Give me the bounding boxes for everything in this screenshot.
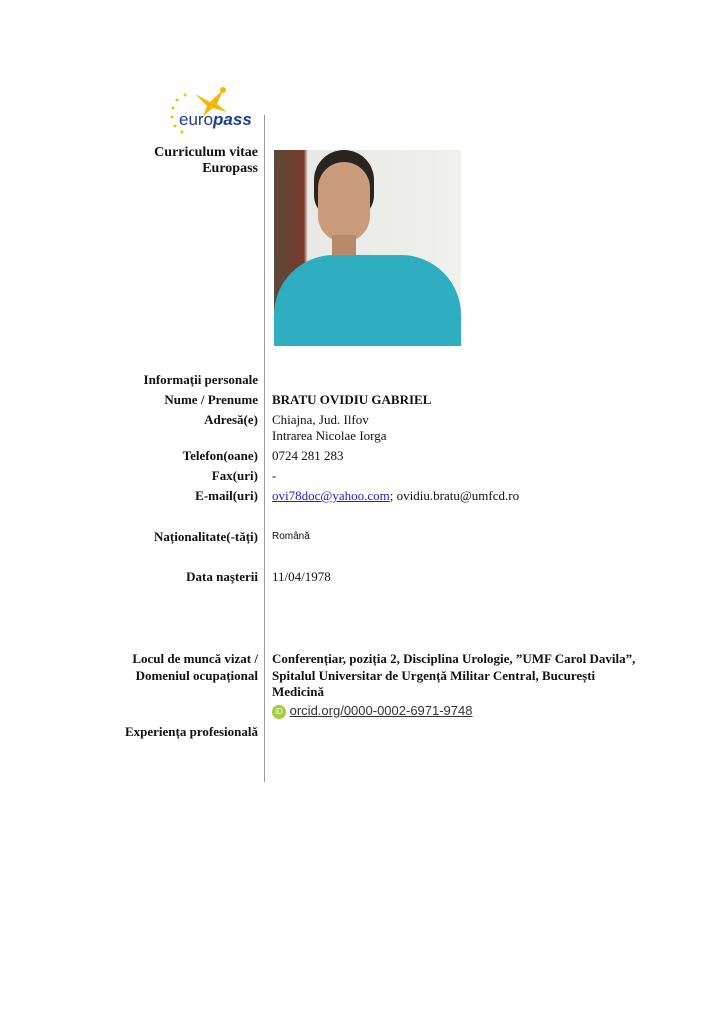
orcid-link[interactable]: orcid.org/0000-0002-6971-9748: [289, 703, 473, 718]
job-line3: Medicină: [272, 684, 324, 699]
job-label-line1: Locul de muncă vizat /: [132, 651, 258, 666]
email-label: E-mail(uri): [195, 488, 258, 503]
fax-value: -: [272, 468, 277, 483]
logo-text-pass: pass: [213, 110, 252, 129]
phone-value: 0724 281 283: [272, 448, 344, 463]
email-link[interactable]: ovi78doc@yahoo.com: [272, 488, 390, 503]
email-secondary: ovidiu.bratu@umfcd.ro: [396, 488, 520, 503]
nationality-value: Română: [272, 531, 310, 542]
address-label: Adresă(e): [204, 412, 258, 427]
column-divider: [264, 115, 265, 782]
birth-label: Data naşterii: [186, 569, 258, 584]
name-value: BRATU OVIDIU GABRIEL: [272, 392, 432, 407]
address-line2: Intrarea Nicolae Iorga: [272, 428, 387, 443]
address-line1: Chiajna, Jud. Ilfov: [272, 412, 369, 427]
orcid-icon: iD: [272, 705, 286, 719]
email-separator: ;: [389, 488, 397, 503]
phone-label: Telefon(oane): [182, 448, 258, 463]
cv-title-line2: Europass: [202, 161, 258, 176]
cv-title-line1: Curriculum vitae: [154, 145, 258, 160]
birth-value: 11/04/1978: [272, 569, 331, 584]
orcid-row: [272, 703, 472, 719]
email-values: [272, 488, 519, 504]
job-line2: Spitalul Universitar de Urgență Militar Central, București: [272, 668, 596, 683]
job-label-line2: Domeniul ocupațional: [135, 668, 258, 683]
section-personal-info: Informații personale: [143, 372, 258, 387]
fax-label: Fax(uri): [211, 468, 258, 483]
logo-text-euro: euro: [179, 110, 214, 129]
europass-logo: [165, 86, 265, 136]
experience-label: Experiența profesională: [124, 724, 258, 739]
job-line1: Conferențiar, poziția 2, Disciplina Urologie, ”UMF Carol Davila”,: [272, 651, 636, 666]
nationality-label: Naționalitate(-tăți): [154, 529, 258, 544]
profile-photo: [274, 150, 461, 346]
name-label: Nume / Prenume: [164, 392, 258, 407]
